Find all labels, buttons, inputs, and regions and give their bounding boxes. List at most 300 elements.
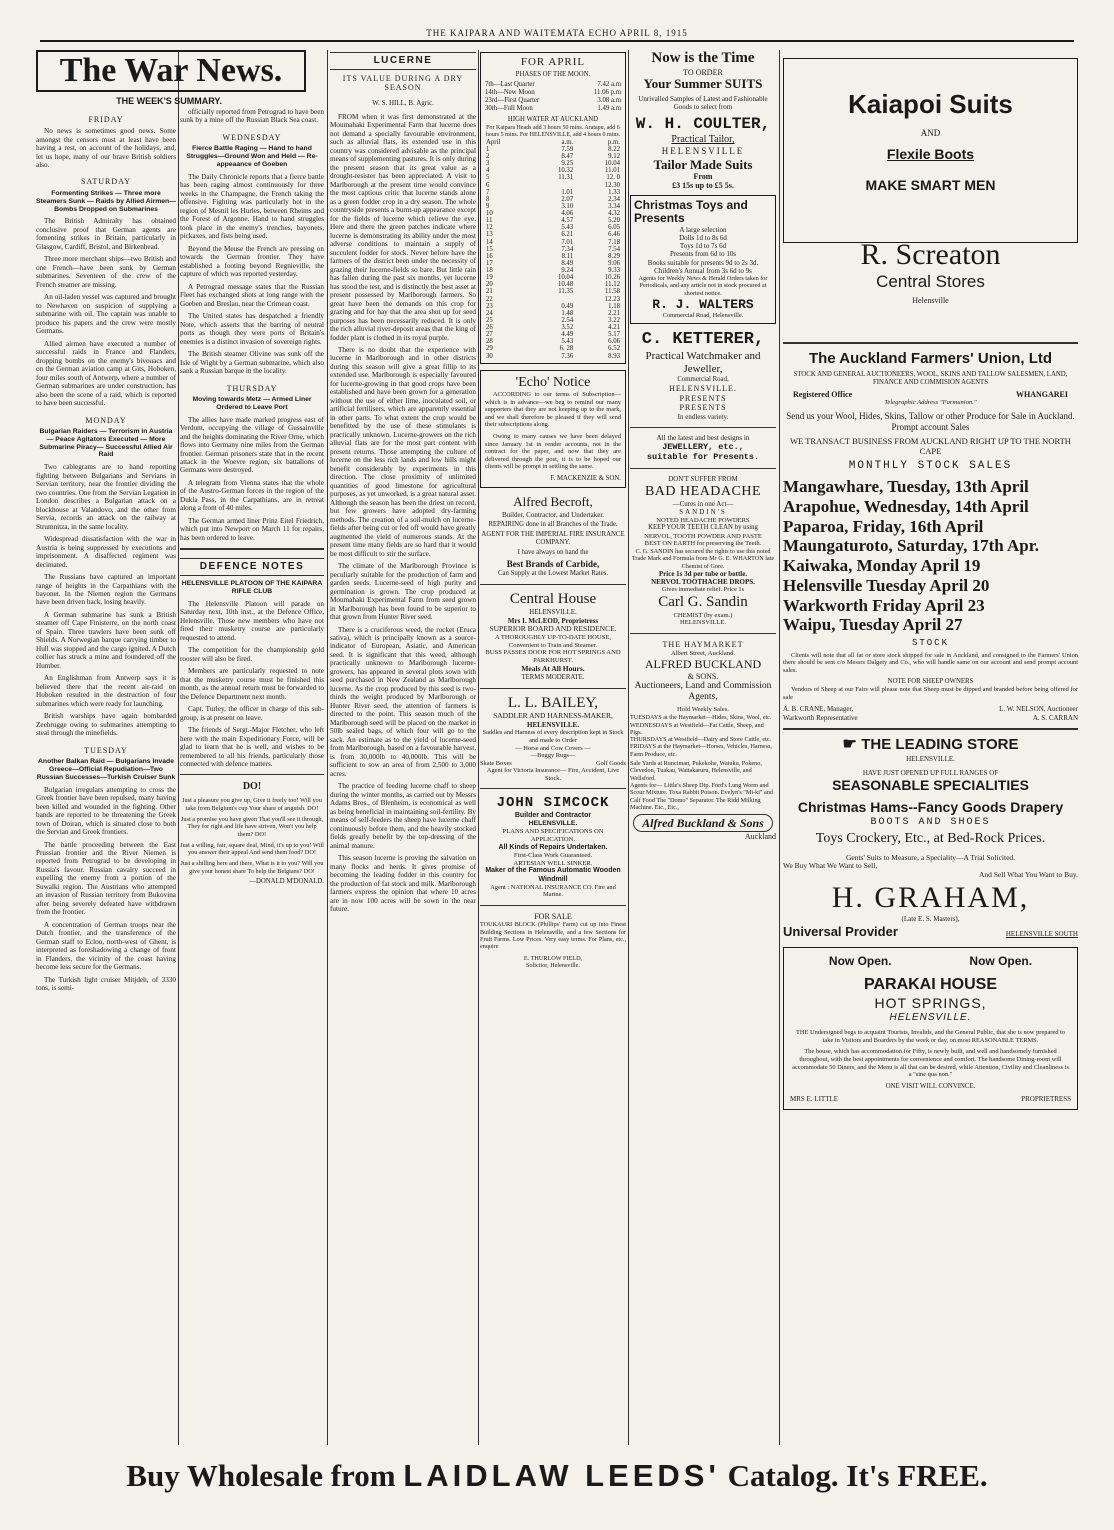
- tide-row: [484, 260, 622, 267]
- tide-pm: 3.22: [608, 316, 620, 324]
- farmers-union-line: STOCK AND GENERAL AUCTIONEERS, WOOL, SKINS AND TALLOW SALESMEN, LAND, FINANCE AND COMMISION AGENTS: [793, 370, 1068, 386]
- article-paragraph: The British Admiralty has obtained conclusive proof that German agents are fomenting strikes in Britain, particularly in Glasgow, Cardiff, Bristol, and Birkenhead.: [36, 217, 176, 251]
- divider: [480, 788, 626, 789]
- farmers-union-paragraph: Clients will note that all fat or store stock shipped for sale in Auckland, and consigned to the Farmers' Union there should be sent c/o Messrs Dalgety and Co., who will handle same on our account and send prompt account sales.: [783, 651, 1078, 674]
- moon-phase-time: 7.42 a.m: [597, 80, 621, 88]
- lucerne-byline: W. S. HILL, B. Agric.: [372, 98, 434, 107]
- article-headline: Formenting Strikes — Three more Steamers Sunk — Raids by Allied Airmen—Bombs Dropped on Submarines: [36, 189, 177, 213]
- sandin-line: NERVOL, TOOTH POWDER AND PASTE: [644, 532, 762, 540]
- ketterer-line: suitable for Presents.: [646, 452, 760, 463]
- lucerne-subtitle: ITS VALUE DURING A DRY SEASON: [342, 73, 464, 93]
- moon-phase-date: 23rd—First Quarter: [485, 97, 540, 105]
- screaton-store: Central Stores: [876, 272, 985, 292]
- sandin-line: HELENSVILLE.: [680, 619, 726, 627]
- tide-pm: 4.21: [608, 324, 620, 332]
- kaiapoi-make: MAKE SMART MEN: [865, 176, 996, 193]
- buckland-city: Auckland: [744, 832, 776, 842]
- article-paragraph: Bulgarian irregulars attempting to cross the Greek frontier have been repulsed, many having been killed and wounded in the fighting. Other bands are reported to be threatening the Greek town of Doiran, which is situated close to both the Servian and Greek frontiers.: [36, 785, 176, 837]
- leading-store-line: BOOTS AND SHOES: [870, 817, 991, 829]
- for-sale-paragraph: TOUKAURI BLOCK (Phillips' Farm) cut up into Finest Building Sections in Helensville, and a few Sections for Fruit Farms. Low Prices. Very easy terms. For Plans, etc., enquire: [480, 921, 626, 951]
- tide-pm: 12.23: [604, 295, 620, 303]
- divider: [630, 633, 776, 634]
- bailey-line: SADDLER AND HARNESS-MAKER,: [493, 711, 613, 721]
- article-paragraph: The United states has despatched a friendly Note, which asserts that the barring of neutral ports as though they were ports of Britain's enemies is a distinct invasion of sovereign rights.: [180, 312, 324, 346]
- coulter-line: Unrivalled Samples of Latest and Fashionable Goods to select from: [638, 94, 768, 112]
- buckland-name: ALFRED BUCKLAND: [644, 657, 762, 672]
- article-paragraph: A telegram from Vienna states that the whole of the Austro-German forces in the region of the Dukla Pass, in the Carpathians, are in retreat along a front of 40 miles.: [180, 478, 324, 513]
- for-sale-signature: E. THURLOW FIELD,: [523, 954, 583, 962]
- sandin-line: KEEP YOUR TEETH CLEAN by using: [648, 524, 758, 532]
- stock-sale-item: Helensville Tuesday April 20: [783, 575, 990, 595]
- becroft-line: I have always on hand the: [517, 549, 589, 557]
- tide-day: 25: [486, 316, 493, 324]
- tide-day: 29: [486, 345, 493, 353]
- tide-day: 14: [486, 238, 493, 246]
- for-sale-signature: Solicitor, Helensville.: [526, 962, 580, 969]
- divider: [180, 548, 324, 550]
- coulter-price: £3 15s up to £5 5s.: [672, 181, 734, 191]
- tide-pm: 10.26: [604, 274, 620, 282]
- buckland-line: FRIDAYS at the Haymarket—Horses, Vehicles, Harness, Farm Produce, etc.: [630, 743, 772, 758]
- buckland-line: Albert Street, Auckland.: [670, 649, 736, 657]
- article-paragraph: A concentration of German troops near the Dutch frontier, and the transference of the German staff to Ecloo, north-west of Ghent, is interpreted as foreshadowing a change of front in Flanders, the vicinity of the coast having become less secure for the Germans.: [36, 920, 176, 972]
- leading-store-line: HAVE JUST OPENED UP FULL RANGES OF: [862, 769, 999, 778]
- stock-sale-item: Mangawhare, Tuesday, 13th April: [783, 477, 1029, 497]
- walters-line: Dolls 1d to 8s 6d: [679, 233, 727, 242]
- ketterer-line: HELENSVILLE.: [669, 384, 737, 394]
- farmers-union-representative-name: A. S. CARRAN: [1032, 713, 1078, 722]
- divider: [180, 774, 324, 775]
- poem-title: DO!: [242, 781, 262, 793]
- simcock-line: Maker of the Famous Automatic Wooden Windmill: [485, 867, 621, 883]
- parakai-springs: HOT SPRINGS,: [874, 995, 987, 1012]
- moon-phase-date: 30th—Full Moon: [485, 105, 533, 113]
- tide-am: 1.48: [561, 309, 574, 317]
- tide-pm: 11.58: [604, 288, 620, 296]
- article-paragraph: A German submarine has sunk a British steamer off Cape Finisterre, on the north coast of Spain. Three trawlers have been sunk off Shields. A Norwegian barque carrying timber to Hull was stopped and the cargo ignited. A Dutch collier has struck a mine and foundered off the Humber.: [36, 610, 176, 670]
- stock-sale-item: Warkworth Friday April 23: [783, 595, 985, 615]
- tide-pm: 1.18: [608, 302, 620, 310]
- simcock-ad: [480, 795, 626, 899]
- lucerne-title: LUCERNE: [330, 52, 476, 70]
- tide-am: 5.43: [561, 224, 574, 232]
- simcock-line: First-Class Work Guaranteed.: [513, 851, 593, 859]
- tide-am: 6.21: [561, 231, 574, 239]
- tide-row: [484, 182, 622, 189]
- farmers-union-city: WHANGAREI: [1015, 389, 1068, 399]
- farmers-union-auctioneer: L. W. NELSON, Auctioneer: [999, 705, 1078, 714]
- tide-row: [484, 345, 622, 352]
- central-house-line: A THOROUGHLY UP-TO-DATE HOUSE, Convenient to Train and Steamer.: [494, 633, 612, 649]
- banner-text: Catalog. It's FREE.: [727, 1458, 988, 1493]
- ketterer-name: C. KETTERER,: [641, 329, 765, 349]
- article-headline: Fierce Battle Raging — Hand to hand Struggles—Ground Won and Held — Re-appeaance of Goeben: [186, 145, 318, 169]
- tide-am: 5.43: [561, 338, 574, 346]
- tide-day: 1: [486, 145, 490, 153]
- tide-row: [484, 167, 622, 174]
- article-paragraph: There is no doubt that the experience with lucerne in Marlborough and in other districts during this season will give a great fillip to its extended use. Marlborough is especially favoured for lucerne-growing in that good crops have been established and have been grown for a generation without the use of either lime, inoculated soil, or artificial fertilisers, which are apparently essential in other parts. To what extent the crop would be benefitted by the use of these stimulants is practically unknown. Lucerne-growers on the rich alluvial flats are for the most part content with present returns. Those attempting the culture of lucerne on the less rich lands and low hills might benefit considerably by experiments in this direction. The close proximity of unlimited quantities of good limestone for agricultural purposes, as yet unworked, is a great natural asset. Although the season has been the driest on record, but few growers have adopted dry-farming methods. The creation of a soil-mulch on lucerne-fields after being cut or fed off would have greatly augmented the yield of numerous stands. At the present time many fields are so hard that it would be most difficult to stir the surface.: [330, 346, 476, 558]
- divider: [783, 342, 1078, 344]
- divider: [480, 584, 626, 585]
- buckland-line: Sale Yards at Runciman, Pukekohe, Waiuku, Pokeno, Clevedon, Tuakau, Waitakaruru, Helensville, and Wellsford.: [630, 760, 762, 782]
- ketterer-line: JEWELLERY, etc.,: [662, 442, 744, 453]
- ketterer-line: In endless variety.: [677, 412, 729, 421]
- bailey-line: —Buggy Rugs—: [530, 752, 576, 760]
- simcock-line: HELENSVILLE.: [528, 820, 578, 828]
- coulter-line: Your Summer SUITS: [643, 76, 763, 92]
- tide-am: 8.11: [561, 252, 574, 260]
- moon-phase-row: [484, 81, 622, 89]
- tide-pm: 10.04: [604, 160, 620, 168]
- tide-pm: 3.34: [608, 202, 620, 210]
- tide-pm: 4.32: [608, 210, 620, 218]
- leading-store-line: And Sell What You Want to Buy.: [978, 870, 1078, 880]
- divider: [480, 688, 626, 689]
- parakai-name: PARAKAI HOUSE: [863, 976, 998, 994]
- tide-day: 11: [486, 217, 493, 225]
- tide-pm: 9.06: [608, 259, 620, 267]
- day-heading: MONDAY: [85, 415, 127, 425]
- farmers-union-note: NOTE FOR SHEEP OWNERS: [887, 678, 974, 686]
- tide-pm: 6.05: [608, 224, 620, 232]
- screaton-name: R. Screaton: [860, 238, 1001, 271]
- farmers-union-title: The Auckland Farmers' Union, Ltd: [808, 349, 1053, 367]
- tide-am: 7.01: [561, 238, 574, 246]
- moon-phase-row: [484, 97, 622, 105]
- tide-row: [484, 296, 622, 303]
- leading-store-line: Christmas Hams--Fancy Goods Drapery: [797, 798, 1064, 815]
- tide-am: 3.52: [561, 324, 574, 332]
- becroft-line: Builder, Contractor, and Undertaker.: [501, 511, 605, 520]
- tide-pm: 12.30: [604, 181, 620, 189]
- farmers-union-paragraph: Vendors of Sheep at our Fairs will please note that Sheep must be dipped and branded before being offered for sale: [783, 686, 1078, 701]
- becroft-line: Best Brands of Carbide,: [506, 559, 600, 570]
- leading-store-title: [783, 736, 1078, 755]
- tide-day: 24: [486, 309, 493, 317]
- bailey-line: Saddles and Harness of every description kept in Stock and made to Order: [482, 729, 624, 745]
- tide-day: 2: [486, 153, 490, 161]
- tide-am: 7.36: [561, 352, 574, 360]
- tide-col-am: a.m.: [561, 138, 574, 146]
- sandin-line: C. G. SANDIN has secured the rights to use this noted Trade Mark and Formula from Mr G. E. WHARTON late Chemist of Gore.: [631, 548, 775, 570]
- farmers-union-office: Registered Office: [793, 389, 853, 399]
- buckland-line: Auctioneers, Land and Commission Agents,: [634, 681, 772, 703]
- bailey-line: — Horse and Cow Covers —: [515, 744, 591, 752]
- tide-row: [484, 196, 622, 203]
- simcock-line: ARTESIAN WELL SINKER.: [513, 859, 593, 867]
- graham-late: (Late E. S. Masters),: [901, 915, 960, 924]
- tide-pm: 1.33: [608, 188, 620, 196]
- kaiapoi-flexile: Flexile Boots: [886, 146, 975, 163]
- article-headline: Bulgarian Raiders — Terrorism in Austria — Peace Agitators Executed — More Submarine Piracy— Successful Allied Air Raid: [39, 427, 173, 459]
- tide-am: 8.49: [561, 259, 574, 267]
- buckland-line: & SONS.: [687, 671, 719, 681]
- tide-pm: 9.33: [608, 267, 620, 275]
- tide-row: [484, 253, 622, 260]
- tide-row: [484, 146, 622, 153]
- article-paragraph: The competition for the championship gold rooster will also be fired.: [180, 646, 324, 663]
- article-paragraph: This season lucerne is proving the salvation on many flocks and herds. It gives promise of becoming the leading fodder in this country for the production of fat stock and milk. Marlborough farmers express the opinion that where 10 acres are in now 100 acres will be sown in the near future.: [330, 854, 476, 913]
- tide-row: [484, 331, 622, 338]
- walters-address: Commercial Road, Helensville.: [662, 312, 744, 320]
- buckland-line: THE HAYMARKET: [662, 640, 744, 650]
- day-heading: SATURDAY: [81, 177, 131, 187]
- tide-row: [484, 174, 622, 181]
- tide-row: [484, 303, 622, 310]
- article-paragraph: No news is sometimes good news. Some amongst the censors must at least have been having a rest, on account of the holidays, and, let us hope, many of our brave British soldiers also.: [36, 127, 176, 169]
- walters-line: A large selection: [679, 225, 727, 234]
- tide-pm: 6.52: [608, 345, 620, 353]
- leading-store-line: Toys Crockery, Etc., at Bed-Rock Prices.: [815, 831, 1046, 847]
- tide-row: [484, 153, 622, 160]
- sandin-line: NERVOL TOOTHACHE DROPS.: [651, 578, 755, 587]
- tide-am: 9.25: [561, 160, 574, 168]
- column-rule: [178, 50, 179, 1445]
- day-heading: FRIDAY: [88, 114, 124, 124]
- becroft-line: Can Supply at the Lowest Market Rates.: [497, 569, 609, 577]
- echo-notice-paragraph: Owing to many causes we have been delayed since January 1st in render accounts, not in the contract for the paper, and now that they are delivered through the post, it is to be hoped our clients will be prompt in settling the same.: [485, 432, 621, 471]
- simcock-line: Builder and Contractor: [514, 811, 592, 819]
- divider: [630, 427, 776, 428]
- kaiapoi-ad: [783, 58, 1078, 243]
- leading-store-town: HELENSVILLE.: [906, 754, 955, 763]
- tide-row: [484, 324, 622, 331]
- tide-day: 28: [486, 338, 493, 346]
- central-house-name: Central House: [509, 590, 597, 607]
- farmers-union-monthly: MONTHLY STOCK SALES: [848, 460, 1013, 473]
- parakai-open: Now Open.: [969, 954, 1033, 969]
- poem-verse: Just a willing, fair, square deal, Mind, it's up to you! Will you answer their appeal And send them food? DO!: [180, 841, 324, 857]
- tide-pm: 9.12: [608, 153, 620, 161]
- tide-row: [484, 353, 622, 360]
- stock-sale-item: Paparoa, Friday, 16th April: [783, 516, 984, 536]
- tide-am: 3.10: [561, 202, 574, 210]
- tide-day: 8: [486, 195, 490, 203]
- tide-am: 2.07: [561, 195, 574, 203]
- leading-store-line: Gents' Suits to Measure, a Speciality—A Trial Solicited.: [845, 852, 1016, 862]
- buckland-ad: [630, 640, 776, 842]
- tide-row: [484, 246, 622, 253]
- article-paragraph: officially reported from Petrograd to have been sunk by a mine off the Russian Black Sea coast.: [180, 108, 324, 125]
- article-paragraph: An oil-laden vessel was captured and brought to Newhaven on suspicion of supplying a submarine with oil. The captain was unable to produce his papers and the crew were mostly Germans.: [36, 293, 176, 336]
- poem-verse: Just a pleasure you give up, Give it freely too! Will you take from Belgium's cup Your share of anguish. DO!: [182, 797, 322, 812]
- right-ads-column: [783, 50, 1078, 1450]
- stock-sale-item: Arapohue, Wednesday, 14th April: [783, 497, 1029, 517]
- lucerne-column: [330, 50, 476, 1450]
- bailey-line: HELENSVILLE.: [527, 721, 579, 730]
- almanac-title: FOR APRIL: [520, 56, 586, 68]
- bailey-line: Skate Boxes: [480, 759, 512, 767]
- article-paragraph: A Petrograd message states that the Russian Fleet has exchanged shots at long range with the Goeben and Breslau, near the Crimean coast.: [180, 282, 324, 308]
- parakai-town: HELENSVILLE.: [889, 1011, 972, 1023]
- tide-day: 16: [486, 252, 493, 260]
- tide-pm: 7.18: [608, 238, 620, 246]
- for-sale-ad: [480, 912, 626, 969]
- stock-sale-item: Kaiwaka, Monday April 19: [783, 556, 981, 576]
- farmers-union-stock: STOCK: [911, 638, 949, 649]
- graham-name: H. GRAHAM,: [831, 881, 1030, 915]
- column-rule: [779, 50, 780, 1445]
- article-paragraph: Three more merchant ships—two British and one French—have been sunk by German submarines. Seventeen of the crew of the French steamer are missing.: [36, 255, 176, 289]
- tide-am: 7.59: [561, 145, 574, 153]
- tide-day: 18: [486, 267, 493, 275]
- sandin-line: SANDIN'S: [679, 508, 727, 517]
- tide-pm: 11.01: [604, 167, 620, 175]
- tide-am: [528, 182, 575, 189]
- article-paragraph: FROM when it was first demonstrated at the Moumahaki Experimental Farm that lucerne does not demand a specially favourable environment, such as alluvial flats, its extended use in this country was considered advisable as the principal means of supplementing pastures. It is only during the present season that its great value as a drought-resister has been appreciated. A visit to Marlborough at the present time would convince the most captious critic that lucerne stands alone as a green fodder crop in a dry season. The whole countryside presents a burnt-up appearance except for the fields of lucerne which relieve the eye. Here and there the green patches indicate where lucerne is demonstrating its ability under the most adverse conditions to maintain a supply of succulent fodder for stock. Never before have the farmers of the district been under the necessity of grazing their lucerne-fields so bare. But little rain has fallen during the past six months, yet lucerne has stood the test, and is distinctly the best asset at present possessed by Marlborough farmers. So great have been the demands on this crop for grazing and for hay that the area shut up for seed purposes has been necessarily reduced. It is only the rich alluvial river-deposit areas that the king of fodder plant is clothed in its royal purple.: [330, 112, 476, 342]
- moon-phases-label: PHASES OF THE MOON.: [515, 70, 591, 78]
- buckland-line: WEDNESDAYS at Westfield—Fat Cattle, Sheep, and Pigs.: [630, 721, 764, 736]
- moon-phase-time: 3.08 a.m: [597, 97, 621, 105]
- high-water-label: HIGH WATER AT AUCKLAND: [507, 116, 599, 124]
- central-house-town: HELENSVILLE.: [529, 608, 577, 616]
- article-paragraph: The practice of feeding lucerne chaff to sheep during the winter months, as carried out by Messrs Adams Bros., of Blenheim, is economical as well as being beneficial in maintaining soil-fertility. By means of self-feeders the sheep have lucerne chaff continuously before them, and the heavily stocked fields greatly benefit by the top-dressing of the animal manure.: [330, 782, 476, 850]
- simcock-name: JOHN SIMCOCK: [496, 795, 610, 812]
- coulter-line: Practical Tailor,: [671, 134, 735, 146]
- coulter-ad: [630, 50, 776, 191]
- tide-row: [484, 310, 622, 317]
- divider: [480, 905, 626, 906]
- tide-row: [484, 203, 622, 210]
- tide-day: 15: [486, 245, 493, 253]
- moon-phases-table: [484, 81, 622, 113]
- parakai-open: Now Open.: [828, 954, 892, 969]
- tide-am: 10.48: [557, 281, 574, 289]
- sandin-line: CHEMIST (by exam.): [673, 611, 733, 619]
- sandin-line: NOTED HEADACHE POWDERS: [656, 516, 750, 524]
- day-heading: THURSDAY: [226, 383, 278, 393]
- kaiapoi-title: Kaiapoi Suits: [848, 89, 1013, 119]
- farmers-union-representative: Warkworth Representative: [783, 713, 858, 722]
- article-paragraph: The allies have made marked progress east of Verdum, occupying the village of Gussainville and the heights dominating the River Orne, which flows into Germany nine miles from the German frontier. German prisoners state that in the recent attack in the Woevre region, six battalions of Germans were destroyed.: [180, 415, 324, 475]
- coulter-name: W. H. COULTER,: [635, 115, 771, 134]
- ads-column: [630, 50, 776, 1450]
- stock-sale-item: Waipu, Tuesday April 27: [783, 615, 963, 635]
- week-summary-heading: THE WEEK'S SUMMARY.: [116, 96, 222, 106]
- farmers-union-manager: A. B. CRANE, Manager,: [783, 705, 854, 714]
- tide-am: 10.32: [557, 167, 574, 175]
- divider: [783, 728, 1078, 730]
- tide-col-april: April: [486, 138, 501, 146]
- tide-row: [484, 338, 622, 345]
- tide-col-pm: p.m.: [607, 138, 620, 146]
- tide-day: 19: [486, 274, 493, 282]
- walters-name: R. J. WALTERS: [652, 297, 754, 313]
- article-paragraph: The battle proceeding between the East Prussian frontier and the River Niemen is reported from Petrograd to be developing in Russia's favour. Russian cavalry succeed in expelling the enemy from a portion of the Suwalki region. The Austrians who attempted an invasion of Russian territory from Bukovina after being severely defeated have withdrawn from the frontier.: [36, 840, 176, 917]
- tide-day: 13: [486, 231, 493, 239]
- tide-row: [484, 224, 622, 231]
- parakai-paragraph: THE Undersigned begs to acquaint Tourists, Invalids, and the General Public, that she is now prepared to take in Visitors and Boarders by the week or day, on most REASONABLE TERMS.: [795, 1029, 1066, 1044]
- central-house-line: SUPERIOR BOARD AND RESIDENCE.: [489, 623, 617, 633]
- echo-notice-ad: [480, 370, 626, 488]
- article-headline: Another Balkan Raid — Bulgarians Invade Greece—Official Repudiation—Two Russian Successes—Turkish Cruiser Sunk: [36, 758, 176, 781]
- coulter-line: Tailor Made Suits: [653, 156, 753, 172]
- walters-ad: [630, 195, 776, 324]
- banner-text: Buy Wholesale from: [126, 1458, 396, 1493]
- tide-note: For Kaipara Heads add 3 hours 50 mins. Aratapu, add 6 hours 5 mins. For HELENSVILLE, add 4 hours 0 mins.: [485, 125, 621, 138]
- day-heading: WEDNESDAY: [222, 132, 282, 142]
- leading-store-line: We Buy What We Want to Sell,: [783, 861, 878, 871]
- pointing-hand-icon: ☛: [842, 735, 862, 753]
- article-paragraph: The German armed liner Prinz Eitel Friedrich, which put into Newport on March 11 for repairs, has been ordered to leave.: [180, 516, 324, 542]
- coulter-line: HELENSVILLE: [661, 145, 745, 156]
- ketterer-line: Practical Watchmaker and Jeweller,: [645, 349, 761, 376]
- masthead: THE KAIPARA AND WAITEMATA ECHO APRIL 8, 1915: [40, 28, 1074, 42]
- tide-day: 10: [486, 210, 493, 218]
- article-paragraph: Beyond the Meuse the French are pressing on towards the German frontier. They have established a footing beyond Regnieville, the capture of which was reported yesterday.: [180, 244, 324, 279]
- tide-am: 0.49: [561, 302, 574, 310]
- tide-day: 26: [486, 324, 493, 332]
- tide-am: 1.01: [561, 188, 574, 196]
- article-paragraph: The British steamer Olivine was sunk off the Isle of Wight by a German submarine, which also sank a Russian barque in the locality.: [180, 350, 324, 376]
- bailey-line: Agent for Victoria Insurance— Fire, Accident, Live Stock.: [486, 767, 620, 782]
- tide-day: 7: [486, 188, 490, 196]
- sandin-ad: [630, 475, 776, 627]
- defence-notes-headline: HELENSVILLE PLATOON OF THE KAIPARA RIFLE CLUB: [181, 580, 323, 595]
- ketterer-ad: [630, 330, 776, 463]
- buckland-line: THURSDAYS at Westfield—Dairy and Store Cattle, etc.: [630, 736, 772, 744]
- screaton-ad: [783, 237, 1078, 306]
- tide-row: [484, 281, 622, 288]
- tide-row: [484, 217, 622, 224]
- sandin-line: Price 1s 3d per tube or bottle.: [658, 569, 748, 578]
- tide-row: [484, 239, 622, 246]
- tide-am: 9.24: [561, 267, 574, 275]
- divider: [630, 468, 776, 469]
- simcock-line: PLANS AND SPECIFICATIONS ON APPLICATION.: [502, 828, 604, 843]
- buckland-line: Agents for— Little's Sheep Dip. Ford's Lung Worm and Scour Mixture. Toxa Rabbit Poison. Evelyn's "Mi-ki" and Calf Food The "Domo" Separator. The Ridd Milking Machine. Etc., Etc.,: [630, 782, 773, 811]
- tide-day: 23: [486, 302, 493, 310]
- article-paragraph: The Daily Chronicle reports that a fierce battle has been raging almost continuously for three weeks in the Champagne, the French taking the offensive. Fighting was particularly hot in the region of Mesnil les Hurles, between Rheims and the Forest of Argonne. Hand to hand struggles took place in the enemy's trenches, bayonets, pickaxes, and fists being used.: [180, 172, 324, 241]
- becroft-line: REPAIRING done in all Branches of the Trade.: [488, 521, 618, 529]
- walters-line: Agents for Weekly News & Herald Orders taken for Periodicals, and any article not in stock procured at shortest notice.: [638, 275, 768, 297]
- graham-south: HELENSVILLE SOUTH: [1005, 929, 1078, 938]
- war-news-column-2: [180, 50, 324, 1450]
- coulter-line: From: [693, 171, 713, 181]
- tide-row: [484, 210, 622, 217]
- central-house-line: BUSS PASSES DOOR FOR HOT SPRINGS AND PARKHURST.: [485, 649, 621, 665]
- article-paragraph: Capt. Turley, the officer in charge of this sub-group, is at present on leave.: [180, 705, 324, 722]
- farmers-union-ad: [783, 350, 1078, 722]
- tide-pm: 2.21: [608, 309, 620, 317]
- echo-notice-title: 'Echo' Notice: [515, 374, 591, 390]
- central-house-ad: [480, 591, 626, 682]
- article-paragraph: Two cablegrams are to hand reporting fighting between Bulgarians and Servians in Servian territory, near the frontier dividing the two countries. One from the Servian Legation in London describes a Bulgarian attack on a blockhouse at Valandovo, and the other from Servia, records an attack on the railway at Strumnitza, in the same locality.: [36, 463, 176, 531]
- day-heading: TUESDAY: [84, 745, 128, 755]
- tide-am: 2.54: [561, 316, 574, 324]
- article-paragraph: The friends of Sergt.-Major Fletcher, who left here with the main Expeditionary Force, will be glad to learn that he is well, and wishes to be remembered to all his friends, particularly those connected with defence matters.: [180, 726, 324, 768]
- bailey-name: L. L. BAILEY,: [507, 694, 599, 711]
- article-paragraph: The Helensville Platoon will parade on Saturday next, 10th inst., at the Defence Office, Helensville. Those new members who have not fired their musketry course are particularly requested to attend.: [180, 599, 324, 642]
- parakai-proprietress-role: PROPRIETRESS: [1021, 1094, 1071, 1103]
- coulter-headline: Now is the Time: [651, 50, 755, 66]
- tide-am: 7.34: [561, 245, 574, 253]
- becroft-name: Alfred Becroft,: [513, 493, 593, 509]
- ketterer-line: All the latest and best designs in: [656, 433, 750, 442]
- moon-phase-date: 14th—New Moon: [485, 89, 535, 96]
- leading-store-line: SEASONABLE SPECIALITIES: [832, 777, 1029, 794]
- central-house-line: TERMS MODERATE.: [521, 673, 585, 681]
- tide-day: 3: [486, 160, 490, 168]
- ketterer-line: PRESENTS: [679, 403, 727, 413]
- farmers-union-transact: WE TRANSACT BUSINESS FROM AUCKLAND RIGHT UP TO THE NORTH CAPE: [790, 436, 1071, 457]
- stock-sale-item: Maungaturoto, Saturday, 17th Apr.: [783, 536, 1039, 556]
- buckland-logo: Alfred Buckland & Sons: [633, 814, 773, 832]
- tide-row: [484, 189, 622, 196]
- article-paragraph: There is a cruciferous weed, the rocket (Eruca sativa), which is principally known as a source-indicator of European, Asiatic, and American seed. It is significant that this weed, although practically unknown to Marlborough lucerne-growers, has appeared in several plots sown with seed purchased in New Zealand as Marlborough lucerne. As the crop produced by this seed is two-thirds the weight produced by Marlborough or Hunter River seed, the attention of farmers is directed to the point. This season much of the Marlborough seed will be placed on the market in 50lb sealed bags, of which four will go to the sack. An estimate as to the yield of lucerne-seed from Marlborough, based on a favourable harvest, is from 30,000lb to 40,000lb. This will be sufficient to sow an area of from 2,500 to 3,000 acres.: [330, 625, 476, 778]
- article-paragraph: An Englishman from Antwerp says it is believed there that the recent air-raid on Hoboken resulted in the destruction of four submarines which were ready for launching.: [36, 674, 176, 708]
- banner-brand: LAIDLAW LEEDS': [403, 1458, 720, 1493]
